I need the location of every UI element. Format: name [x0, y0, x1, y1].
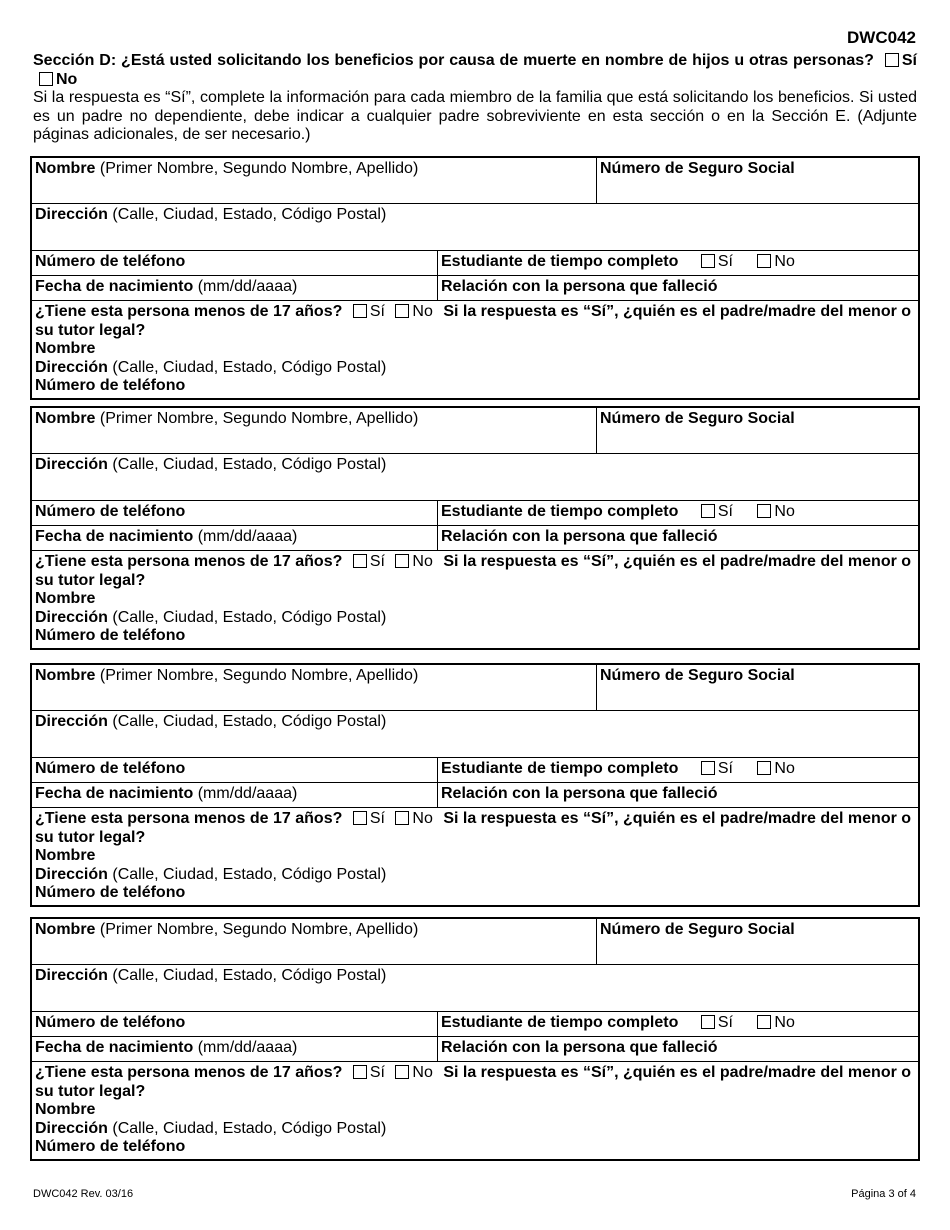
address-label: Dirección — [35, 713, 108, 730]
student-no-checkbox[interactable] — [757, 761, 771, 775]
name-ssn-row — [32, 158, 918, 204]
name-field[interactable] — [32, 158, 596, 203]
dob-label: Fecha de nacimiento — [35, 278, 194, 295]
guardian-name-label: Nombre — [35, 1101, 96, 1118]
phone-label: Número de teléfono — [35, 760, 186, 777]
student-yes-label: Sí — [717, 253, 733, 270]
relation-field[interactable] — [437, 526, 918, 550]
student-label: Estudiante de tiempo completo — [441, 503, 679, 520]
under17-label: ¿Tiene esta persona menos de 17 años? — [35, 303, 343, 320]
dob-relation-row — [32, 276, 918, 301]
student-yes-checkbox[interactable] — [701, 761, 715, 775]
guardian-address-field[interactable] — [35, 866, 915, 885]
student-label: Estudiante de tiempo completo — [441, 253, 679, 270]
phone-student-row — [32, 501, 918, 526]
guardian-name-label: Nombre — [35, 590, 96, 607]
student-yes-label: Sí — [717, 503, 733, 520]
dob-relation-row — [32, 783, 918, 808]
relation-field[interactable] — [437, 783, 918, 807]
under17-yes-checkbox[interactable] — [353, 811, 367, 825]
address-hint: (Calle, Ciudad, Estado, Código Postal) — [112, 206, 387, 223]
dob-label: Fecha de nacimiento — [35, 1039, 194, 1056]
address-row — [32, 454, 918, 501]
family-member-block — [30, 663, 920, 907]
dob-relation-row — [32, 526, 918, 551]
section-no-checkbox[interactable] — [39, 72, 53, 86]
ssn-field[interactable] — [596, 408, 918, 453]
minor-row — [32, 301, 918, 398]
student-yes-checkbox[interactable] — [701, 504, 715, 518]
name-label: Nombre — [35, 667, 96, 684]
ssn-label: Número de Seguro Social — [600, 160, 795, 177]
guardian-name-label: Nombre — [35, 340, 96, 357]
under17-label: ¿Tiene esta persona menos de 17 años? — [35, 553, 343, 570]
guardian-name-label: Nombre — [35, 847, 96, 864]
family-member-block — [30, 156, 920, 400]
phone-student-row — [32, 1012, 918, 1037]
minor-row — [32, 808, 918, 905]
guardian-phone-label: Número de teléfono — [35, 884, 186, 901]
dob-field[interactable] — [32, 1037, 437, 1061]
student-field — [437, 1012, 918, 1036]
address-hint: (Calle, Ciudad, Estado, Código Postal) — [112, 713, 387, 730]
dob-label: Fecha de nacimiento — [35, 528, 194, 545]
ssn-field[interactable] — [596, 665, 918, 710]
relation-label: Relación con la persona que falleció — [441, 1039, 718, 1056]
name-ssn-row — [32, 665, 918, 711]
dob-hint: (mm/dd/aaaa) — [197, 528, 298, 545]
relation-field[interactable] — [437, 276, 918, 300]
phone-field[interactable] — [32, 501, 437, 525]
minor-question-line — [35, 303, 915, 340]
guardian-name-field[interactable] — [35, 590, 915, 609]
section-yes-checkbox[interactable] — [885, 53, 899, 67]
under17-yes-label: Sí — [369, 303, 385, 320]
minor-question-line — [35, 553, 915, 590]
guardian-question: Si la respuesta es “Sí”, ¿quién es el padre/madre del menor o su tutor legal? — [35, 303, 912, 339]
address-label: Dirección — [35, 206, 108, 223]
name-hint: (Primer Nombre, Segundo Nombre, Apellido) — [99, 667, 419, 684]
section-header — [33, 52, 917, 145]
minor-question-line — [35, 810, 915, 847]
guardian-phone-label: Número de teléfono — [35, 627, 186, 644]
under17-yes-label: Sí — [369, 1064, 385, 1081]
guardian-address-field[interactable] — [35, 609, 915, 628]
under17-yes-checkbox[interactable] — [353, 304, 367, 318]
name-hint: (Primer Nombre, Segundo Nombre, Apellido) — [99, 160, 419, 177]
section-yes-label: Sí — [901, 52, 917, 69]
student-label: Estudiante de tiempo completo — [441, 760, 679, 777]
guardian-address-hint: (Calle, Ciudad, Estado, Código Postal) — [112, 358, 387, 376]
ssn-label: Número de Seguro Social — [600, 921, 795, 938]
under17-yes-checkbox[interactable] — [353, 1065, 367, 1079]
phone-label: Número de teléfono — [35, 1014, 186, 1031]
guardian-question: Si la respuesta es “Sí”, ¿quién es el padre/madre del menor o su tutor legal? — [35, 810, 912, 846]
ssn-label: Número de Seguro Social — [600, 410, 795, 427]
under17-no-label: No — [412, 553, 433, 570]
dob-field[interactable] — [32, 526, 437, 550]
address-field[interactable] — [32, 204, 918, 250]
phone-field[interactable] — [32, 1012, 437, 1036]
phone-student-row — [32, 758, 918, 783]
phone-label: Número de teléfono — [35, 503, 186, 520]
family-member-block — [30, 406, 920, 650]
guardian-phone-field[interactable] — [35, 627, 915, 646]
name-ssn-row — [32, 919, 918, 965]
guardian-phone-label: Número de teléfono — [35, 377, 186, 394]
guardian-phone-field[interactable] — [35, 884, 915, 903]
phone-student-row — [32, 251, 918, 276]
guardian-address-label: Dirección — [35, 1119, 108, 1137]
guardian-address-hint: (Calle, Ciudad, Estado, Código Postal) — [112, 608, 387, 626]
guardian-address-label: Dirección — [35, 358, 108, 376]
guardian-address-label: Dirección — [35, 608, 108, 626]
under17-no-label: No — [412, 303, 433, 320]
footer-page-number: Página 3 of 4 — [851, 1188, 916, 1200]
footer-revision: DWC042 Rev. 03/16 — [33, 1188, 134, 1200]
phone-label: Número de teléfono — [35, 253, 186, 270]
phone-field[interactable] — [32, 251, 437, 275]
guardian-address-field[interactable] — [35, 359, 915, 378]
guardian-address-hint: (Calle, Ciudad, Estado, Código Postal) — [112, 865, 387, 883]
section-no-label: No — [56, 70, 78, 88]
guardian-question: Si la respuesta es “Sí”, ¿quién es el padre/madre del menor o su tutor legal? — [35, 1064, 912, 1100]
section-title — [33, 52, 917, 89]
relation-field[interactable] — [437, 1037, 918, 1061]
student-no-label: No — [774, 1014, 795, 1031]
student-field — [437, 501, 918, 525]
guardian-phone-field[interactable] — [35, 377, 915, 396]
student-no-checkbox[interactable] — [757, 1015, 771, 1029]
relation-label: Relación con la persona que falleció — [441, 785, 718, 802]
ssn-label: Número de Seguro Social — [600, 667, 795, 684]
dob-field[interactable] — [32, 783, 437, 807]
ssn-field[interactable] — [596, 158, 918, 203]
guardian-address-field[interactable] — [35, 1120, 915, 1139]
name-label: Nombre — [35, 410, 96, 427]
address-row — [32, 204, 918, 251]
address-field[interactable] — [32, 965, 918, 1011]
name-field[interactable] — [32, 919, 596, 964]
address-label: Dirección — [35, 456, 108, 473]
address-field[interactable] — [32, 454, 918, 500]
student-yes-checkbox[interactable] — [701, 254, 715, 268]
name-field[interactable] — [32, 665, 596, 710]
under17-no-checkbox[interactable] — [395, 1065, 409, 1079]
dob-hint: (mm/dd/aaaa) — [197, 278, 298, 295]
address-row — [32, 965, 918, 1012]
dob-hint: (mm/dd/aaaa) — [197, 1039, 298, 1056]
under17-no-checkbox[interactable] — [395, 811, 409, 825]
under17-label: ¿Tiene esta persona menos de 17 años? — [35, 810, 343, 827]
address-row — [32, 711, 918, 758]
phone-field[interactable] — [32, 758, 437, 782]
student-label: Estudiante de tiempo completo — [441, 1014, 679, 1031]
ssn-field[interactable] — [596, 919, 918, 964]
name-label: Nombre — [35, 160, 96, 177]
name-hint: (Primer Nombre, Segundo Nombre, Apellido) — [99, 921, 419, 938]
dob-relation-row — [32, 1037, 918, 1062]
student-no-label: No — [774, 503, 795, 520]
dob-label: Fecha de nacimiento — [35, 785, 194, 802]
student-yes-label: Sí — [717, 1014, 733, 1031]
under17-no-label: No — [412, 810, 433, 827]
name-field[interactable] — [32, 408, 596, 453]
dob-field[interactable] — [32, 276, 437, 300]
under17-no-checkbox[interactable] — [395, 554, 409, 568]
name-label: Nombre — [35, 921, 96, 938]
student-yes-checkbox[interactable] — [701, 1015, 715, 1029]
under17-yes-checkbox[interactable] — [353, 554, 367, 568]
address-label: Dirección — [35, 967, 108, 984]
section-instructions: Si la respuesta es “Sí”, complete la información para cada miembro de la familia que está solicitando los beneficios. Si usted es un padre no dependiente, debe indicar a cualquier padre sobreviviente en esta sección o en la Sección E. (Adjunte páginas adicionales, de ser necesario.) — [33, 89, 917, 143]
section-question: Sección D: ¿Está usted solicitando los beneficios por causa de muerte en nombre de hijos u otras personas? — [33, 52, 874, 69]
form-id: DWC042 — [847, 28, 916, 47]
address-hint: (Calle, Ciudad, Estado, Código Postal) — [112, 456, 387, 473]
guardian-name-field[interactable] — [35, 1101, 915, 1120]
address-field[interactable] — [32, 711, 918, 757]
student-no-checkbox[interactable] — [757, 254, 771, 268]
guardian-phone-field[interactable] — [35, 1138, 915, 1157]
guardian-question: Si la respuesta es “Sí”, ¿quién es el padre/madre del menor o su tutor legal? — [35, 553, 912, 589]
relation-label: Relación con la persona que falleció — [441, 528, 718, 545]
family-member-block — [30, 917, 920, 1161]
under17-yes-label: Sí — [369, 553, 385, 570]
name-ssn-row — [32, 408, 918, 454]
student-no-checkbox[interactable] — [757, 504, 771, 518]
student-yes-label: Sí — [717, 760, 733, 777]
dob-hint: (mm/dd/aaaa) — [197, 785, 298, 802]
guardian-name-field[interactable] — [35, 847, 915, 866]
student-field — [437, 758, 918, 782]
guardian-address-label: Dirección — [35, 865, 108, 883]
under17-label: ¿Tiene esta persona menos de 17 años? — [35, 1064, 343, 1081]
minor-question-line — [35, 1064, 915, 1101]
name-hint: (Primer Nombre, Segundo Nombre, Apellido) — [99, 410, 419, 427]
under17-no-checkbox[interactable] — [395, 304, 409, 318]
guardian-name-field[interactable] — [35, 340, 915, 359]
student-no-label: No — [774, 760, 795, 777]
guardian-phone-label: Número de teléfono — [35, 1138, 186, 1155]
student-no-label: No — [774, 253, 795, 270]
minor-row — [32, 1062, 918, 1159]
relation-label: Relación con la persona que falleció — [441, 278, 718, 295]
minor-row — [32, 551, 918, 648]
under17-no-label: No — [412, 1064, 433, 1081]
guardian-address-hint: (Calle, Ciudad, Estado, Código Postal) — [112, 1119, 387, 1137]
address-hint: (Calle, Ciudad, Estado, Código Postal) — [112, 967, 387, 984]
under17-yes-label: Sí — [369, 810, 385, 827]
student-field — [437, 251, 918, 275]
